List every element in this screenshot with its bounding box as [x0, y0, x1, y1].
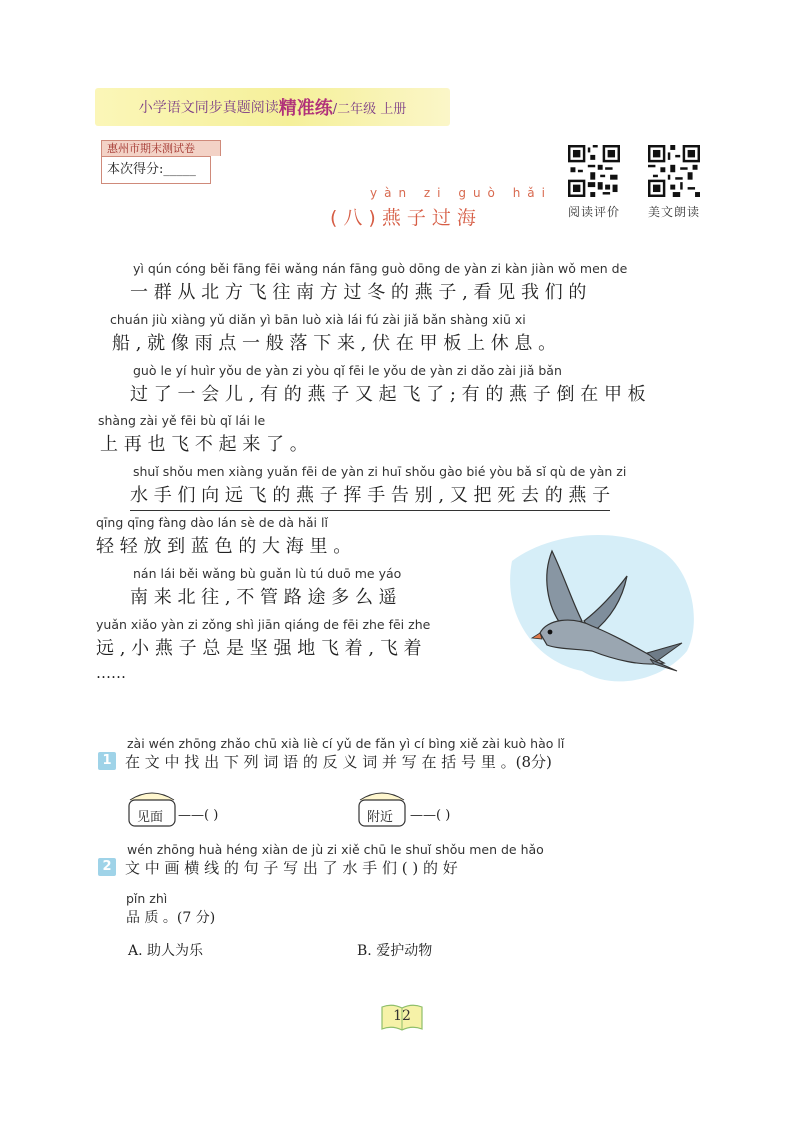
word-meet: 见面 — [137, 810, 164, 825]
qr-code-icon — [648, 145, 700, 197]
q1-text: 在 文 中 找 出 下 列 词 语 的 反 义 词 并 写 在 括 号 里 。(8分) — [125, 753, 552, 771]
answer-blank-2[interactable]: ——( ) — [410, 808, 451, 823]
option-a[interactable]: A. 助人为乐 — [128, 943, 204, 959]
q2-text: 文 中 画 横 线 的 句 子 写 出 了 水 手 们 ( ) 的 好 — [125, 859, 458, 877]
series-brand: 精准练 — [278, 98, 333, 119]
page-number: 12 — [393, 1008, 411, 1024]
q2-pinyin: wén zhōng huà héng xiàn de jù zi xiě chū le shuǐ shǒu men de hǎo — [127, 842, 544, 857]
word-near: 附近 — [367, 810, 394, 825]
passage-line-8-pinyin: yuǎn xiǎo yàn zi zǒng shì jiān qiáng de fēi zhe fēi zhe — [96, 617, 431, 632]
passage-line-1: 一 群 从 北 方 飞 往 南 方 过 冬 的 燕 子 , 看 见 我 们 的 — [130, 282, 587, 303]
passage-line-2: 船 , 就 像 雨 点 一 般 落 下 来 , 伏 在 甲 板 上 休 息 。 — [112, 333, 557, 354]
grade-label: /二年级 上册 — [332, 101, 407, 117]
q1-pinyin: zài wén zhōng zhǎo chū xià liè cí yǔ de fǎn yì cí bìng xiě zài kuò hào lǐ — [127, 736, 565, 751]
underlined-sentence: 水 手 们 向 远 飞 的 燕 子 挥 手 告 别 , 又 把 死 去 的 燕 子 — [130, 481, 610, 511]
passage-line-6-pinyin: qīng qīng fàng dào lán sè de dà hǎi lǐ — [96, 515, 328, 530]
passage-line-4: 上 再 也 飞 不 起 来 了 。 — [100, 434, 308, 455]
series-banner — [95, 88, 450, 126]
passage-ellipsis: …… — [96, 664, 126, 682]
swallow-icon — [492, 521, 702, 693]
q2-text-2: 品 质 。(7 分) — [126, 910, 216, 926]
passage-line-5-pinyin: shuǐ shǒu men xiàng yuǎn fēi de yàn zi huī shǒu gào bié yòu bǎ sǐ qù de yàn zi — [133, 464, 627, 479]
q2-pinyin-2: pǐn zhì — [126, 891, 168, 906]
exam-tag: 惠州市期末测试卷 — [101, 140, 221, 156]
passage-line-7: 南 来 北 往 , 不 管 路 途 多 么 遥 — [130, 587, 397, 608]
qr-code-icon — [568, 145, 620, 197]
passage-line-7-pinyin: nán lái běi wǎng bù guǎn lù tú duō me yáo — [133, 566, 402, 581]
qr-caption-read-eval: 阅读评价 — [567, 205, 620, 219]
passage-line-4-pinyin: shàng zài yě fēi bù qǐ lái le — [98, 413, 266, 428]
passage-line-6: 轻 轻 放 到 蓝 色 的 大 海 里 。 — [96, 536, 352, 557]
passage-line-3: 过 了 一 会 儿 , 有 的 燕 子 又 起 飞 了 ; 有 的 燕 子 倒 在 甲 板 — [130, 384, 646, 405]
q2-number: 2 — [98, 858, 116, 876]
answer-blank-1[interactable]: ——( ) — [178, 808, 219, 823]
passage-line-2-pinyin: chuán jiù xiàng yǔ diǎn yì bān luò xià lái fú zài jiǎ bǎn shàng xiū xi — [110, 312, 526, 327]
swallow-illustration — [492, 521, 702, 693]
passage-line-8: 远 , 小 燕 子 总 是 坚 强 地 飞 着 , 飞 着 — [96, 638, 422, 659]
qr-code-read-eval[interactable] — [568, 145, 620, 201]
title-pinyin: yàn zi guò hǎi — [370, 186, 552, 200]
qr-code-recitation[interactable] — [648, 145, 700, 201]
passage-line-3-pinyin: guò le yí huìr yǒu de yàn zi yòu qǐ fēi le yǒu de yàn zi dǎo zài jiǎ bǎn — [133, 363, 562, 378]
passage-line-1-pinyin: yì qún cóng běi fāng fēi wǎng nán fāng guò dōng de yàn zi kàn jiàn wǒ men de — [133, 261, 628, 276]
series-title: 小学语文同步真题阅读 — [138, 100, 279, 116]
q1-number: 1 — [98, 752, 116, 770]
qr-caption-recitation: 美文朗读 — [647, 205, 700, 219]
page-title: (八)燕子过海 — [330, 207, 482, 229]
option-b[interactable]: B. 爱护动物 — [357, 943, 433, 959]
score-box: 本次得分:_____ — [101, 156, 211, 184]
